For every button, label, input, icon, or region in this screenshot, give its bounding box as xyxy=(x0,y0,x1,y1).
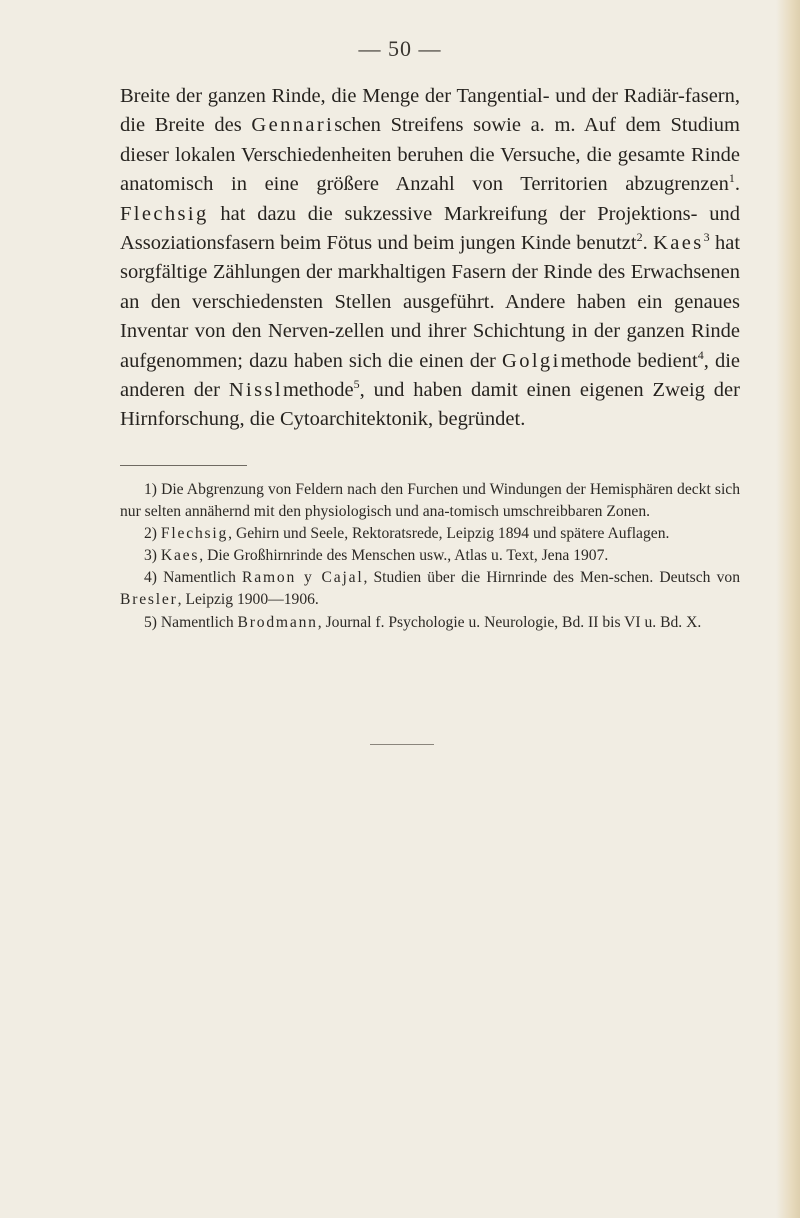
footnote-text: , Studien über die Hirnrinde des Men-schen. Deutsch von xyxy=(363,569,740,587)
footnote-2 xyxy=(120,523,740,545)
name-gennari: Gennari xyxy=(251,114,335,137)
footnote-author: Kaes xyxy=(160,547,200,565)
footnote-text: Namentlich xyxy=(160,613,238,631)
footnote-1 xyxy=(120,479,740,523)
text-run: , die anderen der xyxy=(120,349,741,402)
footnote-text: Die Abgrenzung von Feldern nach den Furchen und Windungen der Hemisphären deckt sich nur selten annähernd mit den physiologisch und ana-tomisch umschreibbaren Zonen. xyxy=(120,481,741,521)
footnote-number: 1) xyxy=(144,481,162,498)
text-run: methode bedient xyxy=(560,349,698,372)
page-number: — 50 — xyxy=(358,36,442,61)
footnotes xyxy=(120,479,740,634)
footnote-ref-5: 5 xyxy=(353,377,360,392)
footnote-5 xyxy=(120,612,740,634)
text-run: schen Streifens sowie a. m. Auf dem Studium dieser lokalen Verschiedenheiten beruhen die Versuche, die gesamte Rinde anatomisch in eine größere Anzahl von Territorien abzugrenzen xyxy=(120,114,740,196)
footnote-ref-4: 4 xyxy=(697,347,704,362)
main-paragraph xyxy=(120,82,740,435)
footnote-author: Bresler xyxy=(120,591,178,609)
text-run: hat dazu die sukzessive Markreifung der Projektions- und Assoziationsfasern beim Fötus und beim jungen Kinde benutzt xyxy=(120,202,740,255)
footnote-separator xyxy=(120,465,247,466)
end-rule xyxy=(370,744,434,745)
footnote-author: Flechsig xyxy=(160,525,229,543)
footnote-text: , Die Großhirnrinde des Menschen usw., Atlas u. Text, Jena 1907. xyxy=(199,547,609,565)
text-run: Breite der ganzen Rinde, die Menge der Tangential- und der Radiär-fasern, die Breite des xyxy=(120,85,740,137)
text-run: . xyxy=(642,232,654,255)
footnote-number: 5) xyxy=(144,613,161,631)
text-run: hat sorgfältige Zählungen der markhaltigen Fasern der Rinde des Erwachsenen an den verschiedensten Stellen ausgeführt. Andere haben ein genaues Inventar von den Nerven-zellen und ihrer Schichtung in der ganzen Rinde aufgenommen; dazu haben sich die einen der xyxy=(120,232,741,372)
text-run: . xyxy=(734,173,740,196)
footnote-number: 3) xyxy=(144,547,161,565)
footnote-3 xyxy=(120,545,740,567)
page-edge xyxy=(776,0,800,1218)
footnote-text: , Journal f. Psychologie u. Neurologie, Bd. II bis VI u. Bd. X. xyxy=(317,613,702,631)
footnote-ref-1: 1 xyxy=(728,171,735,186)
text-run: , und haben damit einen eigenen Zweig der Hirnforschung, die Cytoarchitektonik, begründet. xyxy=(120,379,740,431)
name-golgi: Golgi xyxy=(501,349,561,372)
footnote-text: , Leipzig 1900—1906. xyxy=(177,591,319,609)
footnote-author: Ramon y Cajal xyxy=(242,569,364,587)
body-paragraph xyxy=(120,82,740,435)
name-flechsig: Flechsig xyxy=(120,202,209,225)
footnote-ref-2: 2 xyxy=(636,230,643,245)
name-nissl: Nissl xyxy=(228,379,283,402)
footnote-text: Namentlich xyxy=(163,569,243,587)
text-run: methode xyxy=(282,379,354,402)
footnote-author: Brodmann xyxy=(237,613,318,631)
footnote-number: 4) xyxy=(144,569,164,587)
footnote-number: 2) xyxy=(144,525,161,543)
footnote-ref-3: 3 xyxy=(703,230,710,245)
footnote-text: , Gehirn und Seele, Rektoratsrede, Leipzig 1894 und spätere Auflagen. xyxy=(228,525,670,543)
name-kaes: Kaes xyxy=(653,232,704,255)
footnote-4 xyxy=(120,567,740,611)
